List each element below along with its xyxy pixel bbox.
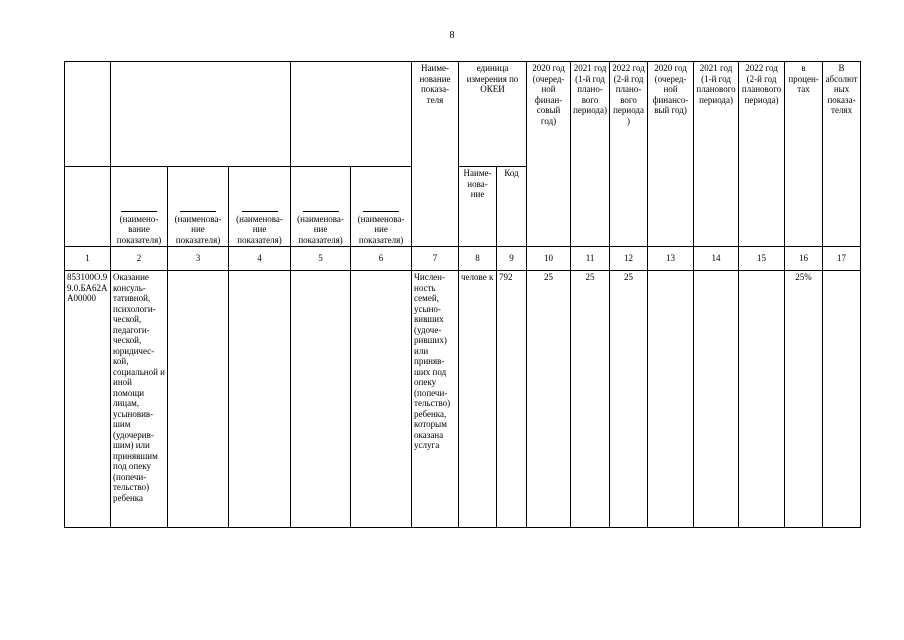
underline: [303, 211, 339, 212]
indicator-table: [64, 61, 861, 528]
column-number: 8: [459, 247, 497, 271]
header-unit: единица измерения по ОКЕИ: [459, 62, 527, 167]
column-number: 11: [571, 247, 610, 271]
column-number: 17: [823, 247, 861, 271]
column-number: 16: [785, 247, 823, 271]
value-2022: 25: [610, 271, 648, 528]
header-indicator-3: [168, 167, 229, 247]
column-number: 5: [291, 247, 351, 271]
header-indicator-6: [351, 167, 412, 247]
column-number: 10: [527, 247, 571, 271]
header-indicator-4: [229, 167, 291, 247]
empty-cell: [351, 271, 412, 528]
empty-cell: [168, 271, 229, 528]
value-2021: 25: [571, 271, 610, 528]
column-number: 1: [65, 247, 111, 271]
header-2020-plan: 2020 год (очеред-ной финан-совый год): [527, 62, 571, 247]
column-number: 7: [412, 247, 459, 271]
header-unit-code: Код: [497, 167, 527, 247]
unit-name: челове к: [459, 271, 497, 528]
header-indicator-name: Наиме-нование показа-теля: [412, 62, 459, 247]
column-number: 13: [648, 247, 694, 271]
empty-cell: [739, 271, 785, 528]
header-cell-1: [65, 62, 111, 167]
header-cell-5-6: [291, 62, 412, 167]
column-number: 6: [351, 247, 412, 271]
column-number: 15: [739, 247, 785, 271]
deviation-percent: 25%: [785, 271, 823, 528]
header-2021-plan: 2021 год (1-й год плано-вого периода): [571, 62, 610, 247]
underline: [180, 211, 216, 212]
underline: [242, 211, 278, 212]
page-number: 8: [449, 30, 455, 41]
indicator-label: (наименова-ние показателя): [236, 213, 283, 245]
header-absolute: В абсолют ных показа-телях: [823, 62, 861, 247]
column-number: 4: [229, 247, 291, 271]
header-cell-1-bottom: [65, 167, 111, 247]
header-2022-plan: 2022 год (2-й год плано-вого периода): [610, 62, 648, 247]
indicator-label: (наименова-ние показателя): [297, 213, 344, 245]
column-number: 14: [694, 247, 739, 271]
unit-code: 792: [497, 271, 527, 528]
header-indicator-2: [111, 167, 168, 247]
empty-cell: [823, 271, 861, 528]
empty-cell: [229, 271, 291, 528]
column-number: 2: [111, 247, 168, 271]
underline: [363, 211, 399, 212]
header-2021-fact: 2021 год (1-й год планового периода): [694, 62, 739, 247]
empty-cell: [648, 271, 694, 528]
indicator-label: (наименова-ние показателя): [357, 213, 405, 245]
column-number: 3: [168, 247, 229, 271]
registry-code: 853100О.99.0.БА62АА00000: [65, 271, 111, 528]
header-cell-2-4: [111, 62, 291, 167]
header-row-top: [65, 62, 861, 167]
header-2020-fact: 2020 год (очеред-ной финансо-вый год): [648, 62, 694, 247]
service-name: Оказание консуль-тативной, психологи-ческой, педагоги-ческой, юридичес-кой, социальной и иной помощи лицам, усыновив-шим (удочерив-шим) или принявшим под опеку (попечи-тельство) ребенка: [111, 271, 168, 528]
header-unit-name: Наиме-нова-ние: [459, 167, 497, 247]
indicator-name: Числен-ность семей, усыно-вивших (удоче-ривших) или приняв-ших под опеку (попечи-тельство) ребенка, которым оказана услуга: [412, 271, 459, 528]
header-percent: в процен-тах: [785, 62, 823, 247]
table-row: [65, 271, 861, 528]
column-number: 9: [497, 247, 527, 271]
indicator-label: (наименова-ние показателя): [174, 213, 222, 245]
empty-cell: [694, 271, 739, 528]
column-number: 12: [610, 247, 648, 271]
header-2022-fact: 2022 год (2-й год планового периода): [739, 62, 785, 247]
value-2020: 25: [527, 271, 571, 528]
underline: [121, 211, 157, 212]
empty-cell: [291, 271, 351, 528]
indicator-label: (наимено-вание показателя): [116, 213, 162, 245]
column-number-row: [65, 247, 861, 271]
header-indicator-5: [291, 167, 351, 247]
